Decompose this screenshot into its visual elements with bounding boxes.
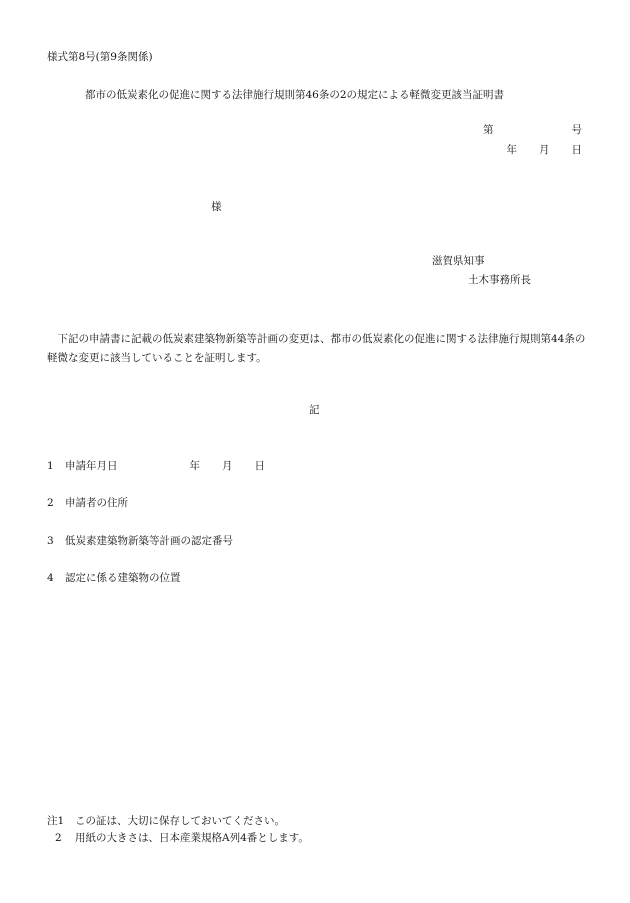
- note-text: 用紙の大きさは、日本産業規格A列4番とします。: [75, 832, 309, 844]
- document-title: 都市の低炭素化の促進に関する法律施行規則第46条の2の規定による軽微変更該当証明書: [85, 89, 505, 101]
- note-2: [55, 833, 309, 844]
- certificate-number-line: [483, 125, 582, 136]
- issuer-office-chief: 土木事務所長: [468, 274, 531, 286]
- ki-heading: 記: [309, 404, 320, 416]
- issue-date-day: 日: [571, 144, 582, 156]
- application-date-year: 年: [189, 460, 200, 472]
- certification-body-text: 下記の申請書に記載の低炭素建築物新築等計画の変更は、都市の低炭素化の促進に関する法律施行規則第44条の軽微な変更に該当していることを証明します。: [47, 333, 586, 364]
- issue-date-month: 月: [539, 144, 550, 156]
- issuer-governor: 滋賀県知事: [432, 255, 485, 267]
- application-date-day: 日: [254, 460, 265, 472]
- application-date-field: [190, 461, 266, 472]
- item-label: 申請年月日: [65, 460, 118, 472]
- issue-date-line: [507, 145, 583, 156]
- note-prefix: 注1: [47, 815, 65, 827]
- list-item-applicant-address: [47, 498, 128, 509]
- item-number: 3: [47, 535, 54, 547]
- note-text: この証は、大切に保存しておいてください。: [75, 815, 285, 827]
- number-prefix: 第: [483, 124, 494, 136]
- form-label: 様式第8号(第9条関係): [47, 51, 153, 63]
- number-suffix: 号: [571, 124, 582, 136]
- note-1: [47, 816, 285, 827]
- item-label: 申請者の住所: [65, 497, 128, 509]
- issue-date-year: 年: [506, 144, 517, 156]
- note-prefix: 2: [55, 832, 62, 844]
- item-number: 4: [47, 572, 54, 584]
- list-item-application-date: [47, 461, 265, 472]
- item-number: 2: [47, 497, 54, 509]
- list-item-building-location: [47, 573, 181, 584]
- application-date-month: 月: [222, 460, 233, 472]
- item-label: 低炭素建築物新築等計画の認定番号: [65, 535, 233, 547]
- item-label: 認定に係る建築物の位置: [65, 572, 181, 584]
- item-number: 1: [47, 460, 54, 472]
- list-item-certification-number: [47, 536, 233, 547]
- addressee-suffix: 様: [211, 201, 222, 213]
